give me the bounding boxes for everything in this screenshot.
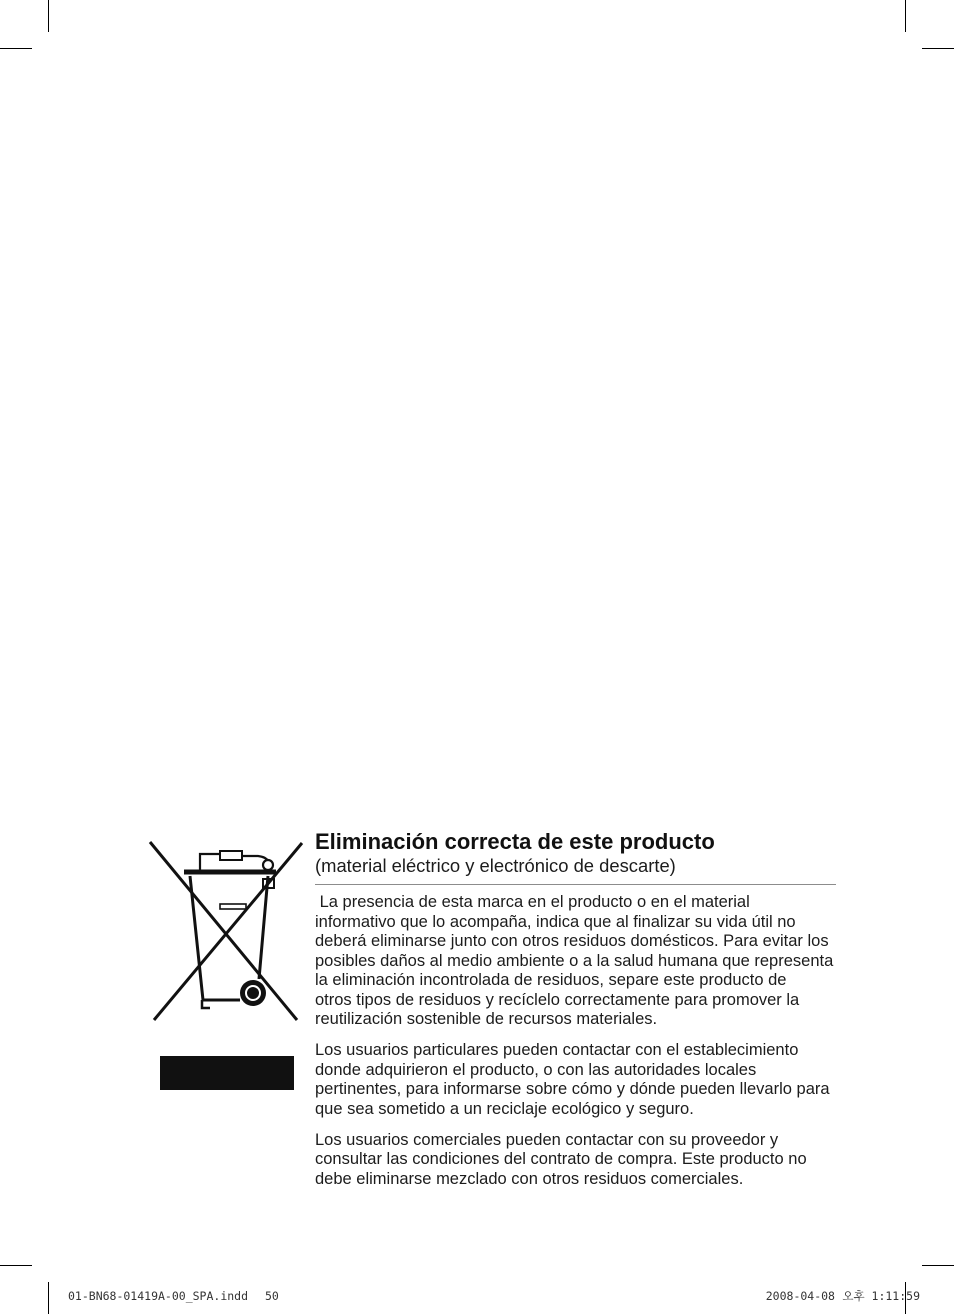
footer-time: 오후 1:11:59 — [842, 1289, 920, 1303]
title-divider — [315, 884, 836, 885]
paragraph-line: donde adquirieron el producto, o con las autoridades locales — [315, 1060, 757, 1079]
bin-handle-left-arm — [200, 854, 220, 870]
notice-subtitle: (material eléctrico y electrónico de descarte) — [315, 855, 676, 876]
paragraph-line: informativo que lo acompaña, indica que al finalizar su vida útil no — [315, 912, 796, 931]
footer-file-name: 01-BN68-01419A-00_SPA.indd — [68, 1289, 249, 1303]
bin-lid-knob — [263, 860, 273, 870]
cross-line-1 — [150, 842, 297, 1020]
paragraph-mark-meaning — [315, 893, 875, 1030]
paragraph-line: otros tipos de residuos y recíclelo correctamente para promover la — [315, 990, 800, 1009]
paragraph-line: Los usuarios comerciales pueden contactar con su proveedor y — [315, 1130, 779, 1149]
paragraph-private-users — [315, 1041, 875, 1119]
paragraph-line: la eliminación incontrolada de residuos, separe este producto de — [315, 971, 787, 990]
paragraph-line: reutilización sostenible de recursos materiales. — [315, 1010, 658, 1029]
paragraph-line: deberá eliminarse junto con otros residuos domésticos. Para evitar los — [315, 932, 829, 951]
bin-wheel — [240, 980, 266, 1006]
notice-title: Eliminación correcta de este producto — [315, 829, 715, 854]
footer-date: 2008-04-08 — [765, 1289, 835, 1303]
footer-page-number: 50 — [265, 1289, 279, 1303]
paragraph-business-users — [315, 1131, 875, 1190]
notice-body — [315, 893, 875, 1201]
bin-label — [220, 904, 246, 909]
paragraph-line: que sea sometido a un reciclaje ecológico y seguro. — [315, 1099, 694, 1118]
weee-black-bar — [160, 1056, 294, 1090]
paragraph-line: Los usuarios particulares pueden contactar con el establecimiento — [315, 1041, 799, 1060]
paragraph-line: consultar las condiciones del contrato de compra. Este producto no — [315, 1150, 807, 1169]
bin-handle — [220, 851, 242, 860]
paragraph-line: La presencia de esta marca en el producto o en el material — [315, 893, 750, 912]
bin-handle-right-arm — [242, 856, 268, 861]
paragraph-line: posibles daños al medio ambiente o a la salud humana que representa — [315, 951, 834, 970]
crossed-out-wheeled-bin-icon — [140, 830, 315, 1030]
paragraph-line: pertinentes, para informarse sobre cómo y dónde pueden llevarlo para — [315, 1080, 830, 1099]
paragraph-line: debe eliminarse mezclado con otros residuos comerciales. — [315, 1169, 744, 1188]
